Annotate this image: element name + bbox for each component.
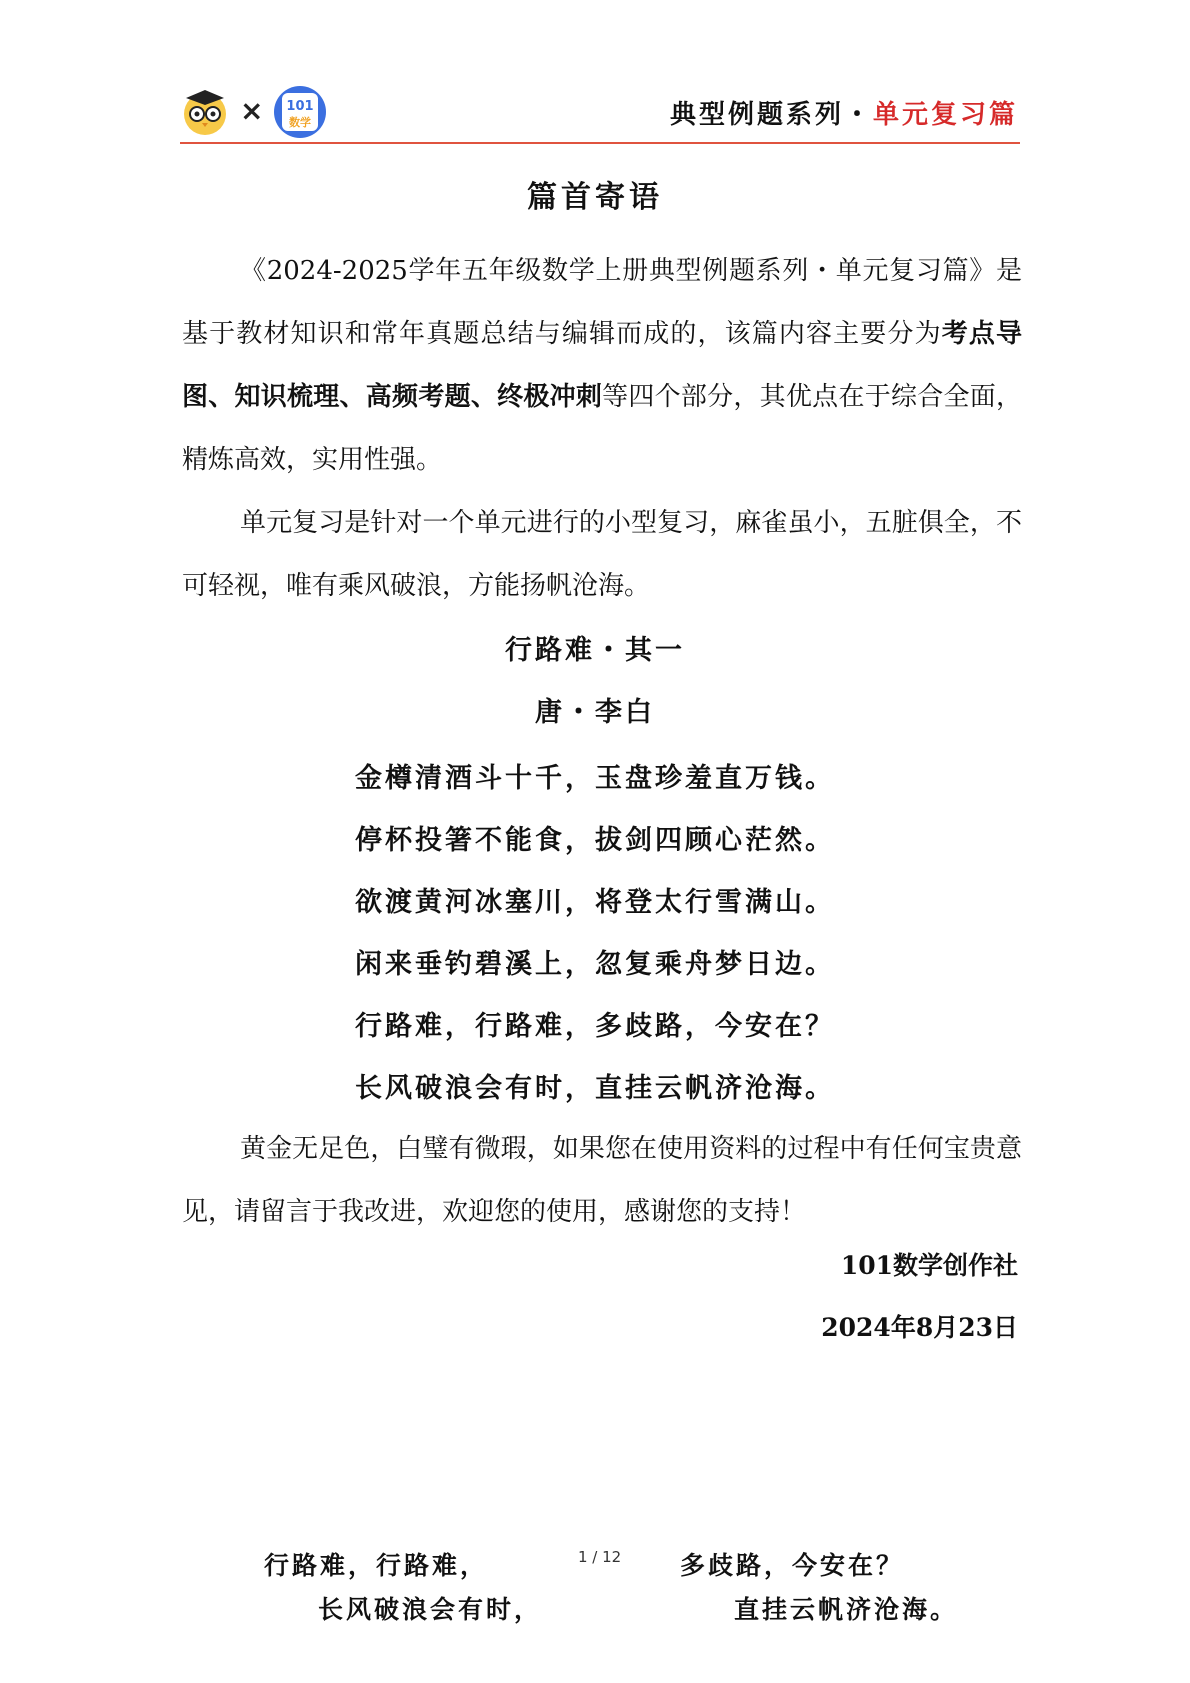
poem-line: 行路难，行路难，多歧路，今安在？: [355, 1011, 835, 1042]
footer-verse-2: 长风破浪会有时，: [318, 1595, 543, 1624]
series-title: [670, 94, 1018, 131]
footer-verse-1: 行路难，行路难，: [264, 1551, 489, 1580]
series-title-black: 典型例题系列・: [669, 100, 873, 130]
poem-title: 行路难・其一: [505, 635, 685, 666]
poem-body: [0, 748, 1190, 1120]
math-101-logo-icon: [272, 84, 328, 140]
logo-separator: ×: [240, 94, 264, 127]
page-number: 1 / 12: [578, 1548, 622, 1566]
poem-line: 停杯投箸不能食，拔剑四顾心茫然。: [355, 825, 835, 856]
page-title: 篇首寄语: [527, 180, 663, 215]
review-paragraph: 单元复习是针对一个单元进行的小型复习，麻雀虽小，五脏俱全，不可轻视，唯有乘风破浪，方能扬帆沧海。: [182, 508, 1022, 601]
signature: 101数学创作社: [840, 1251, 1018, 1280]
logo-101-text: 101: [286, 99, 314, 114]
series-title-red: 单元复习篇: [872, 100, 1018, 130]
owl-mascot-icon: [180, 86, 230, 136]
poem-line: 金樽清酒斗十千，玉盘珍羞直万钱。: [355, 763, 835, 794]
signature-date: 2024年8月23日: [821, 1313, 1018, 1342]
poem-line: 闲来垂钓碧溪上，忽复乘舟梦日边。: [355, 949, 835, 980]
closing-paragraph: 黄金无足色，白璧有微瑕，如果您在使用资料的过程中有任何宝贵意见，请留言于我改进，欢迎您的使用，感谢您的支持！: [182, 1134, 1022, 1227]
footer-verse-3: 多歧路，今安在？: [680, 1551, 905, 1580]
page-header: [180, 80, 1020, 144]
intro-text-bold: 考点导图、知识梳理、高频考题、终极冲刺: [182, 319, 1022, 412]
logo-math-text: 数学: [289, 116, 311, 129]
intro-text-b: 等四个部分，其优点在于综合全面，精炼高效，实用性强。: [182, 382, 1022, 475]
poem-line: 欲渡黄河冰塞川，将登太行雪满山。: [355, 887, 835, 918]
intro-text-a: 《2024-2025学年五年级数学上册典型例题系列・单元复习篇》是基于教材知识和常年真题总结与编辑而成的，该篇内容主要分为: [182, 256, 1022, 349]
poem-author: 唐・李白: [535, 697, 655, 728]
poem-line: 长风破浪会有时，直挂云帆济沧海。: [355, 1073, 835, 1104]
header-divider: [180, 142, 1020, 144]
intro-paragraph: [182, 240, 1022, 492]
footer-verse-4: 直挂云帆济沧海。: [734, 1595, 959, 1624]
